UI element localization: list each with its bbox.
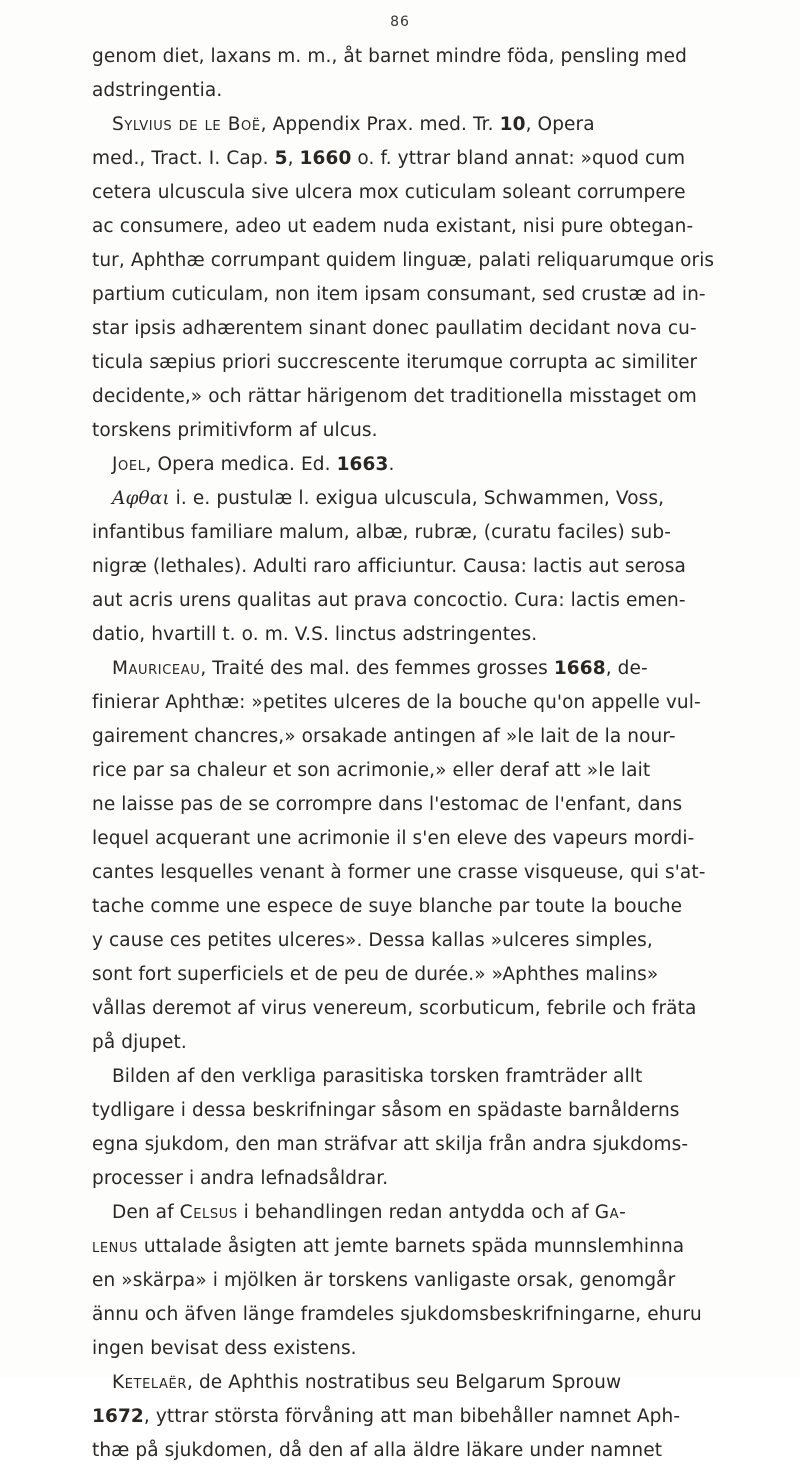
text-line: thæ på sjukdomen, då den af alla äldre läkare under namnet [92,1440,663,1461]
text-line: Αφθαι i. e. pustulæ l. exigua ulcuscula, Schwammen, Voss, [112,488,665,509]
author-name: Joel [112,454,146,475]
text-line: ännu och äfven länge framdeles sjukdomsbeskrifningarne, ehuru [92,1304,702,1325]
text-line: med., Tract. I. Cap. 5, 1660 o. f. yttrar bland annat: »quod cum [92,148,686,169]
text-line: cantes lesquelles venant à former une crasse visqueuse, qui s'at- [92,862,706,883]
text-line: ingen bevisat dess existens. [92,1338,357,1359]
year: 1660 [299,148,352,169]
text-line: processer i andra lefnadsåldrar. [92,1168,389,1189]
author-name: lenus [92,1236,138,1257]
author-name: Ketelaër [112,1372,187,1393]
year: 1663 [336,454,389,475]
text-line: gairement chancres,» orsakade antingen af »le lait de la nour- [92,726,676,747]
text-line: torskens primitivform af ulcus. [92,420,378,441]
text-line: Den af Celsus i behandlingen redan antydda och af Ga- [112,1202,627,1223]
text-line: y cause ces petites ulceres». Dessa kallas »ulceres simples, [92,930,653,951]
text-line: tur, Aphthæ corrumpant quidem linguæ, palati reliquarumque oris [92,250,715,271]
text-line: infantibus familiare malum, albæ, rubræ, (curatu faciles) sub- [92,522,671,543]
text-line: ac consumere, adeo ut eadem nuda existant, nisi pure obtegan- [92,216,694,237]
text-line: sont fort superficiels et de peu de durée.» »Aphthes malins» [92,964,659,985]
greek-term: Αφθαι [112,488,170,509]
text-line: decidente,» och rättar härigenom det traditionella misstaget om [92,386,697,407]
text-line: vållas deremot af virus venereum, scorbuticum, febrile och fräta [92,998,697,1019]
text-line: datio, hvartill t. o. m. V.S. linctus adstringentes. [92,624,538,645]
text-line: nigræ (lethales). Adulti raro afficiuntur. Causa: lactis aut serosa [92,556,686,577]
text-line: rice par sa chaleur et son acrimonie,» eller deraf att »le lait [92,760,651,781]
text-line: cetera ulcuscula sive ulcera mox cuticulam soleant corrumpere [92,182,686,203]
text-line: en »skärpa» i mjölken är torskens vanligaste orsak, genomgår [92,1270,676,1291]
text-line: ticula sæpius priori succrescente iterumque corrupta ac similiter [92,352,698,373]
text-line: genom diet, laxans m. m., åt barnet mindre föda, pensling med [92,46,688,67]
text-line: 1672, yttrar största förvåning att man bibehåller namnet Aph- [92,1406,681,1427]
reference-ketelaer: Ketelaër, de Aphthis nostratibus seu Belgarum Sprouw [112,1372,622,1393]
text-line: egna sjukdom, den man sträfvar att skilja från andra sjukdoms- [92,1134,689,1155]
text-line: lequel acquerant une acrimonie il s'en eleve des vapeurs mordi- [92,828,695,849]
chapter-number: 5 [274,148,288,169]
year: 1668 [553,658,606,679]
reference-mauriceau: Mauriceau, Traité des mal. des femmes grosses 1668, de- [112,658,648,679]
author-name: Ga- [594,1202,627,1223]
author-name: Celsus [179,1202,238,1223]
text-line: Bilden af den verkliga parasitiska torsken framträder allt [112,1066,643,1087]
text-line: adstringentia. [92,80,223,101]
text-line: på djupet. [92,1032,187,1053]
text-line: partium cuticulam, non item ipsam consumant, sed crustæ ad in- [92,284,706,305]
body-text [92,40,772,1468]
text-line: star ipsis adhærentem sinant donec paullatim decidant nova cu- [92,318,697,339]
year: 1672 [92,1406,144,1427]
reference-sylvius: Sylvius de le Boë, Appendix Prax. med. Tr. 10, Opera [112,114,595,135]
text-line: tydligare i dessa beskrifningar såsom en spädaste barnålderns [92,1100,680,1121]
page-number: 86 [390,14,410,30]
text-line: ne laisse pas de se corrompre dans l'estomac de l'enfant, dans [92,794,683,815]
volume-number: 10 [499,114,526,135]
text-line: finierar Aphthæ: »petites ulceres de la bouche qu'on appelle vul- [92,692,701,713]
reference-joel: Joel, Opera medica. Ed. 1663. [112,454,395,475]
author-name: Mauriceau [112,658,201,679]
text-line: lenus uttalade åsigten att jemte barnets späda munnslemhinna [92,1236,685,1257]
author-name: Sylvius de le Boë [112,114,261,135]
text-line: aut acris urens qualitas aut prava concoctio. Cura: lactis emen- [92,590,686,611]
text-line: tache comme une espece de suye blanche par toute la bouche [92,896,683,917]
